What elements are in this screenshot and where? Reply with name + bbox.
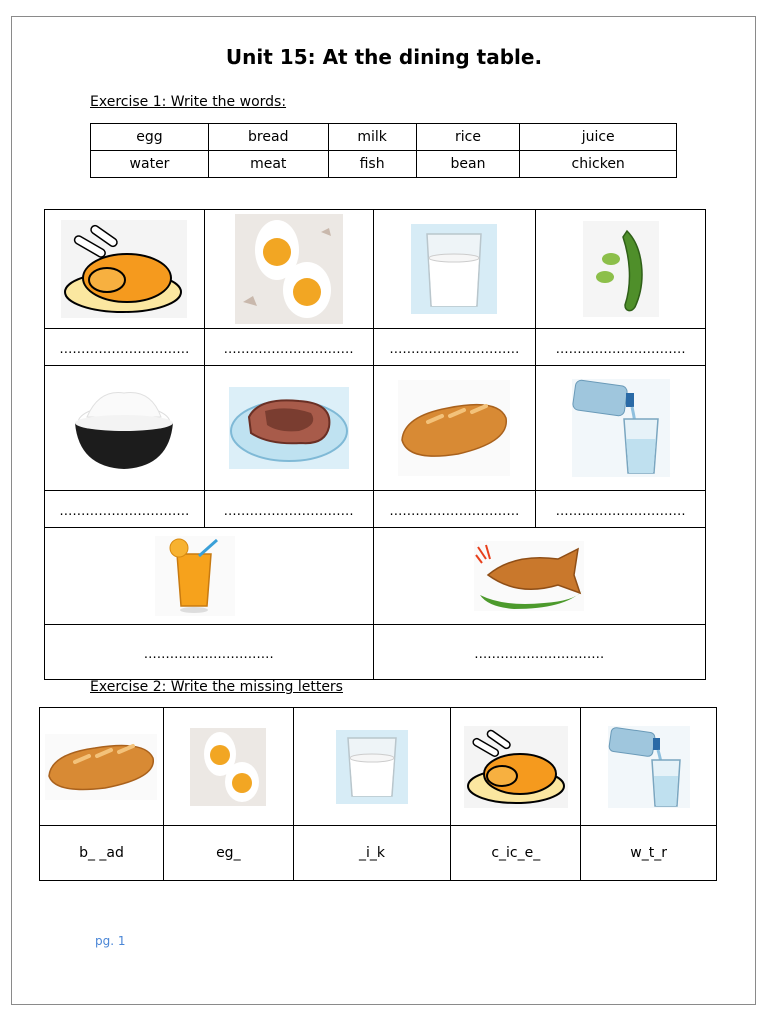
water-pour-icon bbox=[572, 379, 670, 477]
picture-cell bbox=[204, 210, 373, 329]
word-cell: chicken bbox=[520, 151, 677, 178]
boiled-egg-icon bbox=[190, 728, 266, 806]
word-cell: water bbox=[91, 151, 209, 178]
page-number: pg. 1 bbox=[95, 934, 126, 948]
picture-cell bbox=[45, 210, 205, 329]
dotted-blank: ………………………… bbox=[389, 503, 520, 519]
word-cell: bean bbox=[416, 151, 520, 178]
word-cell: rice bbox=[416, 124, 520, 151]
dotted-blank: ………………………… bbox=[555, 341, 686, 357]
meat-plate-icon bbox=[229, 387, 349, 469]
bread-loaf-icon bbox=[398, 380, 510, 476]
roast-chicken-icon bbox=[61, 220, 187, 318]
word-bank-table bbox=[90, 123, 677, 178]
missing-letters-item[interactable]: w_t_r bbox=[581, 826, 717, 881]
bread-loaf-icon bbox=[45, 734, 157, 800]
dotted-blank: ………………………… bbox=[59, 341, 190, 357]
milk-glass-icon bbox=[336, 730, 408, 804]
dotted-blank: ………………………… bbox=[474, 646, 605, 662]
picture-cell bbox=[536, 366, 706, 491]
picture-cell bbox=[40, 708, 164, 826]
missing-letters-item[interactable]: c_ic_e_ bbox=[451, 826, 581, 881]
picture-cell bbox=[45, 366, 205, 491]
picture-cell bbox=[45, 528, 374, 625]
picture-grid bbox=[44, 209, 706, 680]
milk-glass-icon bbox=[411, 224, 497, 314]
answer-line[interactable] bbox=[204, 329, 373, 366]
word-cell: fish bbox=[328, 151, 416, 178]
picture-cell bbox=[373, 366, 536, 491]
answer-line[interactable] bbox=[45, 491, 205, 528]
picture-cell bbox=[373, 528, 706, 625]
missing-letters-table bbox=[39, 707, 717, 881]
roast-chicken-icon bbox=[464, 726, 568, 808]
dotted-blank: ………………………… bbox=[223, 341, 354, 357]
exercise1-label: Exercise 1: Write the words: bbox=[90, 94, 287, 110]
answer-line[interactable] bbox=[536, 491, 706, 528]
word-cell: bread bbox=[209, 124, 329, 151]
word-cell: juice bbox=[520, 124, 677, 151]
word-cell: milk bbox=[328, 124, 416, 151]
answer-line[interactable] bbox=[204, 491, 373, 528]
missing-letters-item[interactable]: b_ _ad bbox=[40, 826, 164, 881]
page-title: Unit 15: At the dining table. bbox=[225, 45, 543, 69]
answer-line[interactable] bbox=[373, 491, 536, 528]
missing-letters-item[interactable]: eg_ bbox=[163, 826, 293, 881]
missing-letters-item[interactable]: _i_k bbox=[293, 826, 451, 881]
picture-cell bbox=[581, 708, 717, 826]
exercise2-label: Exercise 2: Write the missing letters bbox=[90, 679, 343, 695]
picture-cell bbox=[163, 708, 293, 826]
answer-line[interactable] bbox=[45, 625, 374, 680]
word-cell: egg bbox=[91, 124, 209, 151]
answer-line[interactable] bbox=[373, 625, 706, 680]
water-pour-icon bbox=[608, 726, 690, 808]
dotted-blank: ………………………… bbox=[223, 503, 354, 519]
word-cell: meat bbox=[209, 151, 329, 178]
answer-line[interactable] bbox=[45, 329, 205, 366]
dotted-blank: ………………………… bbox=[389, 341, 520, 357]
boiled-egg-icon bbox=[235, 214, 343, 324]
answer-line[interactable] bbox=[373, 329, 536, 366]
dotted-blank: ………………………… bbox=[555, 503, 686, 519]
bean-pod-icon bbox=[583, 221, 659, 317]
picture-cell bbox=[293, 708, 451, 826]
dotted-blank: ………………………… bbox=[143, 646, 274, 662]
picture-cell bbox=[373, 210, 536, 329]
fried-fish-icon bbox=[474, 541, 584, 611]
rice-bowl-icon bbox=[69, 383, 179, 473]
picture-cell bbox=[204, 366, 373, 491]
juice-glass-icon bbox=[155, 536, 235, 616]
picture-cell bbox=[451, 708, 581, 826]
picture-cell bbox=[536, 210, 706, 329]
dotted-blank: ………………………… bbox=[59, 503, 190, 519]
answer-line[interactable] bbox=[536, 329, 706, 366]
